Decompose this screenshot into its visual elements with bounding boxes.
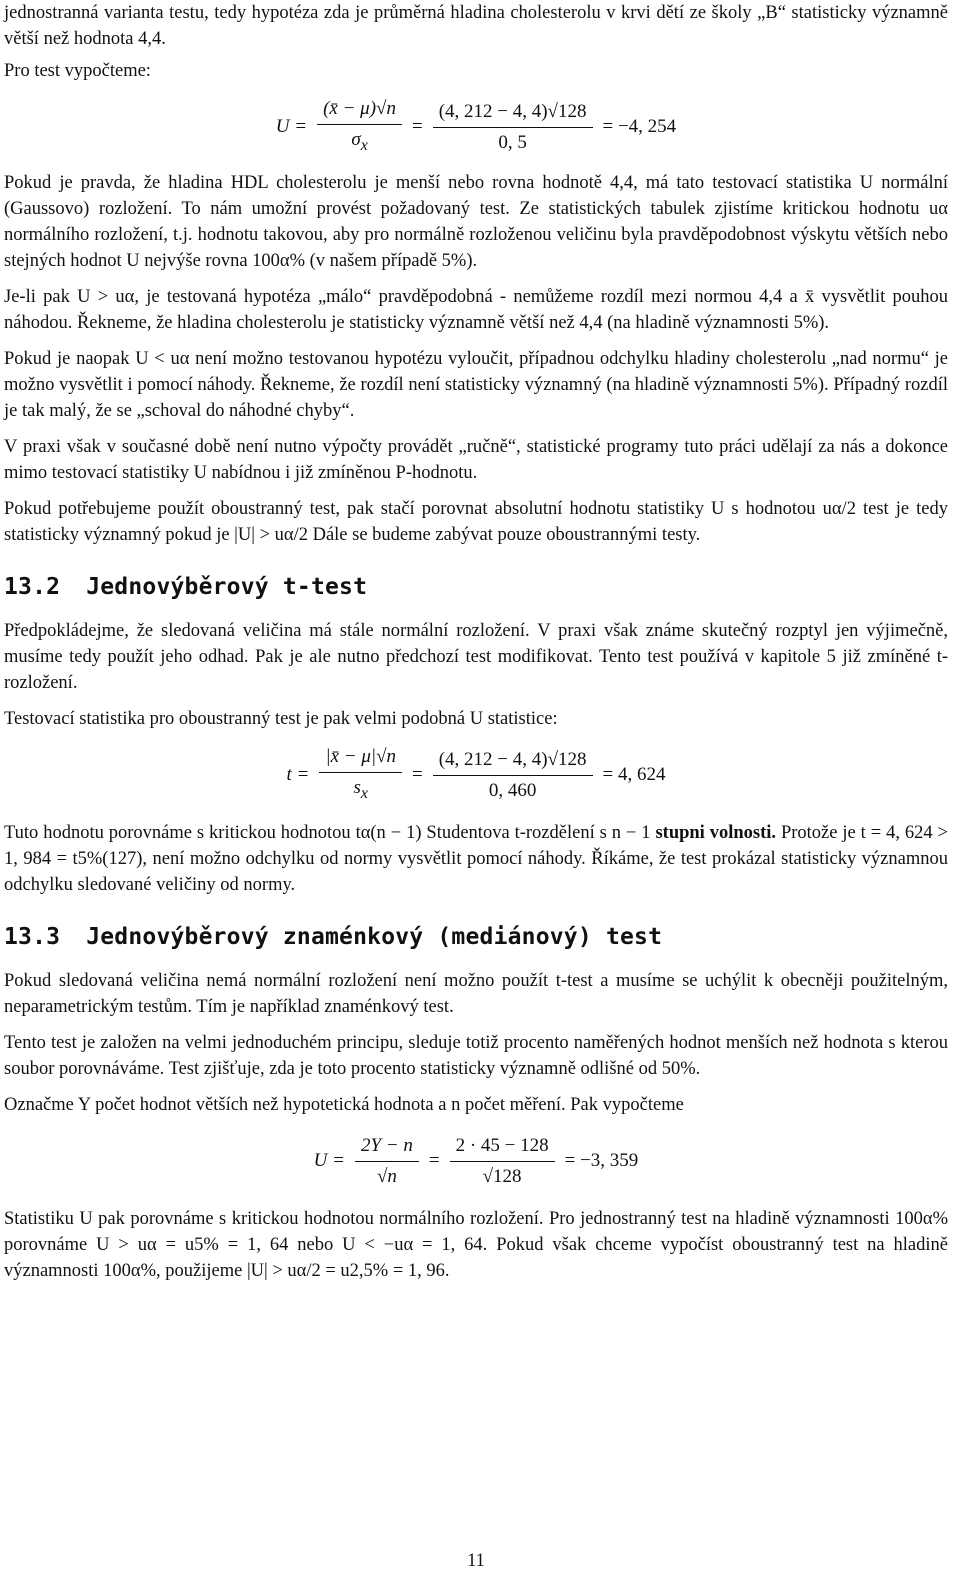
paragraph: Pokud sledovaná veličina nemá normální rozložení není možno použít t-test a musíme se uchýlit k obecněji použitelným, neparametrickým testům. Tím je například znaménkový test. [4, 971, 948, 1017]
paragraph: Tento test je založen na velmi jednoduchém principu, sleduje totiž procento naměřených hodnot menších než hodnota s kterou soubor porovnáváme. Test zjišťuje, zda je toto procento statisticky významně odlišné od 50%. [4, 1033, 948, 1079]
paragraph: Testovací statistika pro oboustranný test je pak velmi podobná U statistice: [4, 709, 558, 729]
section-heading-13-2: 13.2 Jednovýběrový t-test [4, 574, 368, 600]
paragraph: Statistiku U pak porovnáme s kritickou hodnotou normálního rozložení. Pro jednostranný test na hladině významnosti 100α% porovnáme U > uα = u5% = 1, 64 nebo U < −uα = 1, 64. Pokud však chceme vypočíst oboustranný test na hladině významnosti 100α%, použijeme |U| > uα/2 = u2,5% = 1, 96. [4, 1209, 948, 1281]
paragraph: Označme Y počet hodnot větších než hypotetická hodnota a n počet měření. Pak vypočteme [4, 1095, 684, 1115]
paragraph: Pokud je naopak U < uα není možno testovanou hypotézu vyloučit, případnou odchylku hladiny cholesterolu „nad normu“ je možno vysvětlit i pomocí náhody. Řekneme, že rozdíl není statisticky významný (na hladině významnosti 5%). Případný rozdíl je tak malý, že se „schoval do náhodné chyby“. [4, 349, 948, 421]
paragraph: Je-li pak U > uα, je testovaná hypotéza „málo“ pravděpodobná - nemůžeme rozdíl mezi normou 4,4 a x̄ vysvětlit pouhou náhodou. Řekneme, že hladina cholesterolu je statisticky významně větší než 4,4 (na hladině významnosti 5%). [4, 287, 948, 333]
formula-u-statistic: U = $\frac{(x̄ - \mu)√n}{\sigma_x}$ = $\frac{(4, 212 - 4, 4)√128}{0, 5}$ = −4, 254 [275, 97, 677, 154]
paragraph: Předpokládejme, že sledovaná veličina má stále normální rozložení. V praxi však známe skutečný rozptyl jen výjimečně, musíme tedy použít jeho odhad. Pak je ale nutno předchozí test modifikovat. Tento test používá v kapitole 5 již zmíněné t-rozložení. [4, 621, 948, 693]
paragraph: jednostranná varianta testu, tedy hypotéza zda je průměrná hladina cholesterolu v krvi dětí ze školy „B“ statisticky významně větší než hodnota 4,4. [4, 3, 948, 49]
document-page [4, 0, 948, 1571]
paragraph: Pro test vypočteme: [4, 61, 151, 81]
formula-t-statistic: t = $\frac{|x̄ - \mu|√n}{s_x}$ = $\frac{(4, 212 - 4, 4)√128}{0, 460}$ = 4, 624 [286, 745, 666, 802]
paragraph: Pokud je pravda, že hladina HDL cholesterolu je menší nebo rovna hodnotě 4,4, má tato testovací statistika U normální (Gaussovo) rozložení. To nám umožní provést požadovaný test. Ze statistických tabulek zjistíme kritickou hodnotu uα normálního rozložení, t.j. hodnotu takovou, aby pro normálně rozloženou veličinu byla pravděpodobnost výskytu větších nebo stejných hodnot U nejvýše rovna 100α% (v našem případě 5%). [4, 173, 948, 271]
page-number: 11 [467, 1551, 485, 1571]
paragraph: V praxi však v současné době není nutno výpočty provádět „ručně“, statistické programy tuto práci udělají za nás a dokonce mimo testovací statistiky U nabídnou i již zmíněnou P-hodnotu. [4, 437, 948, 483]
paragraph: Tuto hodnotu porovnáme s kritickou hodnotou tα(n − 1) Studentova t-rozdělení s n − 1 stupni volnosti. Protože je t = 4, 624 > 1, 984 = t5%(127), není možno odchylku od normy vysvětlit pomocí náhody. Říkáme, že test prokázal statisticky významnou odchylku sledované veličiny od normy. [4, 823, 948, 895]
section-heading-13-3: 13.3 Jednovýběrový znaménkový (mediánový) test [4, 924, 663, 950]
paragraph: Pokud potřebujeme použít oboustranný test, pak stačí porovnat absolutní hodnotu statistiky U s hodnotou uα/2 test je tedy statisticky významný pokud je |U| > uα/2 Dále se budeme zabývat pouze oboustrannými testy. [4, 499, 948, 545]
formula-sign-test: U = $\frac{2Y - n}{√n}$ = $\frac{2 \cdot 45 - 128}{√128}$ = −3, 359 [313, 1134, 639, 1187]
